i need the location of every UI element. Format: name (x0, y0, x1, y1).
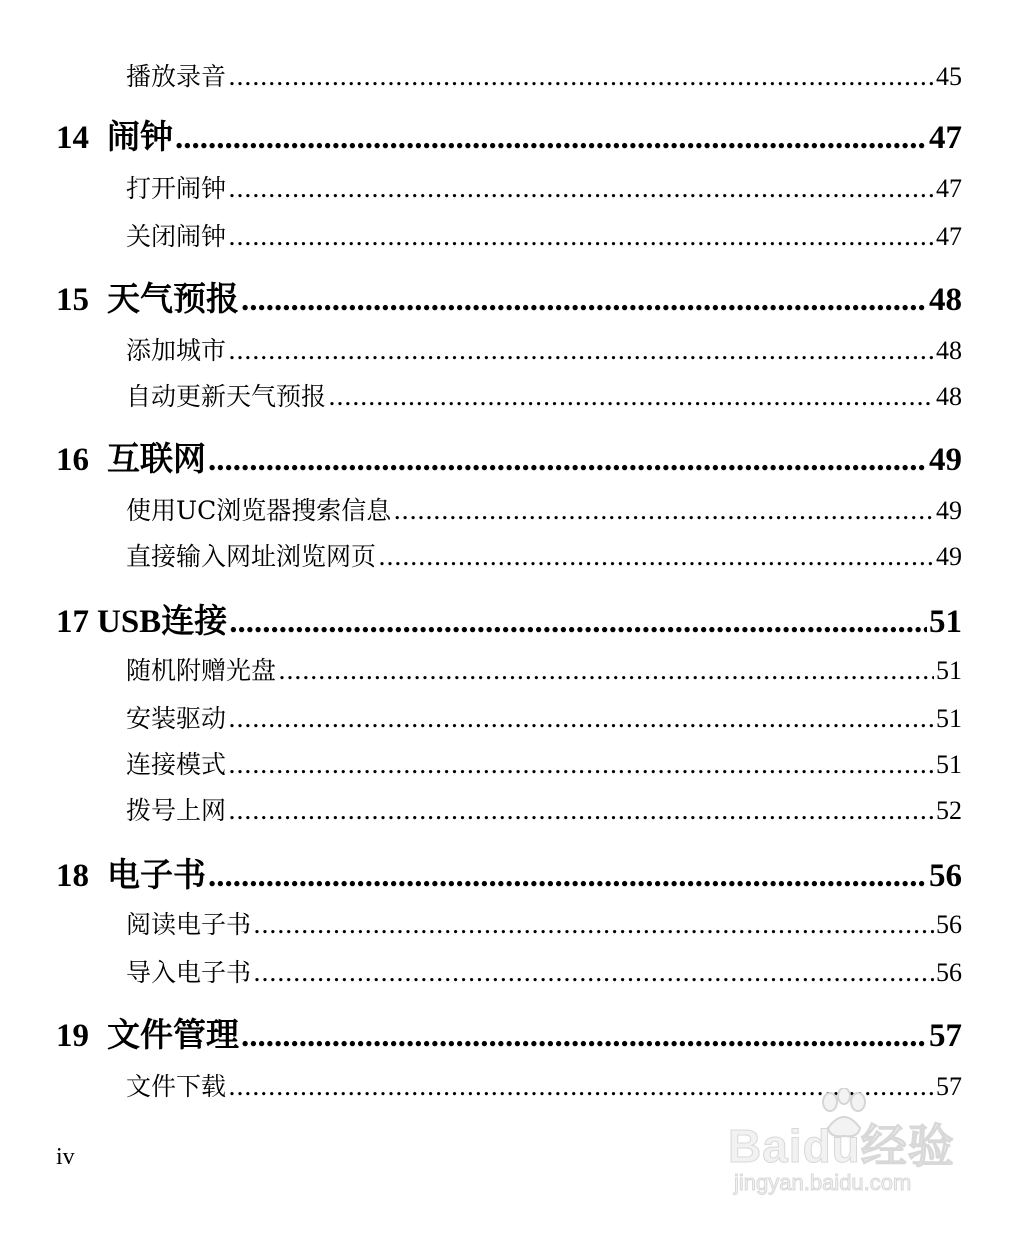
toc-entry-title: 随机附赠光盘 (126, 656, 277, 685)
chapter-page: 56 (929, 858, 962, 894)
dot-leader (208, 440, 927, 480)
watermark (728, 1088, 978, 1208)
dot-leader (229, 602, 927, 642)
toc-entry-title: 导入电子书 (126, 958, 252, 987)
chapter-number: 17 (56, 604, 89, 640)
chapter-number: 16 (56, 442, 89, 478)
toc-entry-page: 47 (936, 222, 962, 251)
chapter-number: 14 (56, 120, 89, 156)
toc-entry-title: 安装驱动 (126, 704, 227, 733)
toc-entry-title: 使用UC浏览器搜索信息 (126, 496, 392, 525)
toc-chapter[interactable] (56, 440, 962, 480)
toc-entry-page: 52 (936, 796, 962, 825)
dot-leader (228, 220, 934, 254)
toc-entry[interactable] (126, 494, 962, 528)
toc-chapter[interactable] (56, 1016, 962, 1056)
toc-entry-title: 连接模式 (126, 750, 227, 779)
toc-entry-title: 自动更新天气预报 (126, 382, 327, 411)
chapter-title: 闹钟 (107, 120, 173, 156)
toc-entry-page: 56 (936, 910, 962, 939)
chapter-page: 49 (929, 442, 962, 478)
dot-leader (253, 908, 934, 942)
toc-entry[interactable] (126, 334, 962, 368)
dot-leader (241, 280, 927, 320)
chapter-page: 48 (929, 282, 962, 318)
toc-entry[interactable] (126, 380, 962, 414)
dot-leader (378, 540, 934, 574)
dot-leader (393, 494, 934, 528)
dot-leader (228, 702, 934, 736)
toc-entry[interactable] (126, 60, 962, 94)
toc-entry-title: 打开闹钟 (126, 174, 227, 203)
toc-entry-title: 直接输入网址浏览网页 (126, 542, 377, 571)
toc-entry-page: 57 (936, 1072, 962, 1101)
toc-entry-page: 48 (936, 382, 962, 411)
toc-entry-page: 48 (936, 336, 962, 365)
toc-entry-page: 51 (936, 704, 962, 733)
toc-entry-title: 添加城市 (126, 336, 227, 365)
chapter-page: 57 (929, 1018, 962, 1054)
dot-leader (228, 172, 934, 206)
toc-entry[interactable] (126, 172, 962, 206)
toc-entry-page: 51 (936, 656, 962, 685)
page-number: iv (56, 1144, 75, 1170)
chapter-title: 互联网 (107, 442, 206, 478)
chapter-title: 电子书 (107, 858, 206, 894)
chapter-page: 47 (929, 120, 962, 156)
watermark-url: jingyan.baidu.com (734, 1170, 912, 1195)
watermark-logo: Baidu经验 (728, 1120, 955, 1172)
dot-leader (175, 118, 927, 158)
toc-entry-page: 45 (936, 62, 962, 91)
toc-chapter[interactable] (56, 856, 962, 896)
dot-leader (328, 380, 934, 414)
toc-entry[interactable] (126, 956, 962, 990)
toc-chapter[interactable] (56, 280, 962, 320)
chapter-title: 天气预报 (107, 282, 239, 318)
dot-leader (278, 654, 934, 688)
toc-entry[interactable] (126, 540, 962, 574)
dot-leader (228, 334, 934, 368)
chapter-title: 文件管理 (107, 1018, 239, 1054)
chapter-number: 19 (56, 1018, 89, 1054)
toc-entry[interactable] (126, 908, 962, 942)
toc-entry-title: 关闭闹钟 (126, 222, 227, 251)
toc-entry[interactable] (126, 220, 962, 254)
dot-leader (228, 748, 934, 782)
toc-entry-page: 49 (936, 496, 962, 525)
dot-leader (253, 956, 934, 990)
toc-entry-page: 56 (936, 958, 962, 987)
toc-entry-page: 49 (936, 542, 962, 571)
dot-leader (228, 794, 934, 828)
chapter-number: 15 (56, 282, 89, 318)
toc-entry-title: 文件下载 (126, 1072, 227, 1101)
dot-leader (208, 856, 927, 896)
toc-chapter[interactable] (56, 602, 962, 642)
toc-entry-title: 播放录音 (126, 62, 227, 91)
dot-leader (228, 60, 934, 94)
toc-entry-title: 拨号上网 (126, 796, 227, 825)
toc-entry-page: 47 (936, 174, 962, 203)
toc-entry[interactable] (126, 794, 962, 828)
chapter-page: 51 (929, 604, 962, 640)
chapter-title: USB连接 (97, 604, 228, 640)
toc-entry[interactable] (126, 654, 962, 688)
toc-entry-page: 51 (936, 750, 962, 779)
toc-entry[interactable] (126, 702, 962, 736)
toc-entry-title: 阅读电子书 (126, 910, 252, 939)
toc-entry[interactable] (126, 748, 962, 782)
toc-chapter[interactable] (56, 118, 962, 158)
dot-leader (241, 1016, 927, 1056)
chapter-number: 18 (56, 858, 89, 894)
